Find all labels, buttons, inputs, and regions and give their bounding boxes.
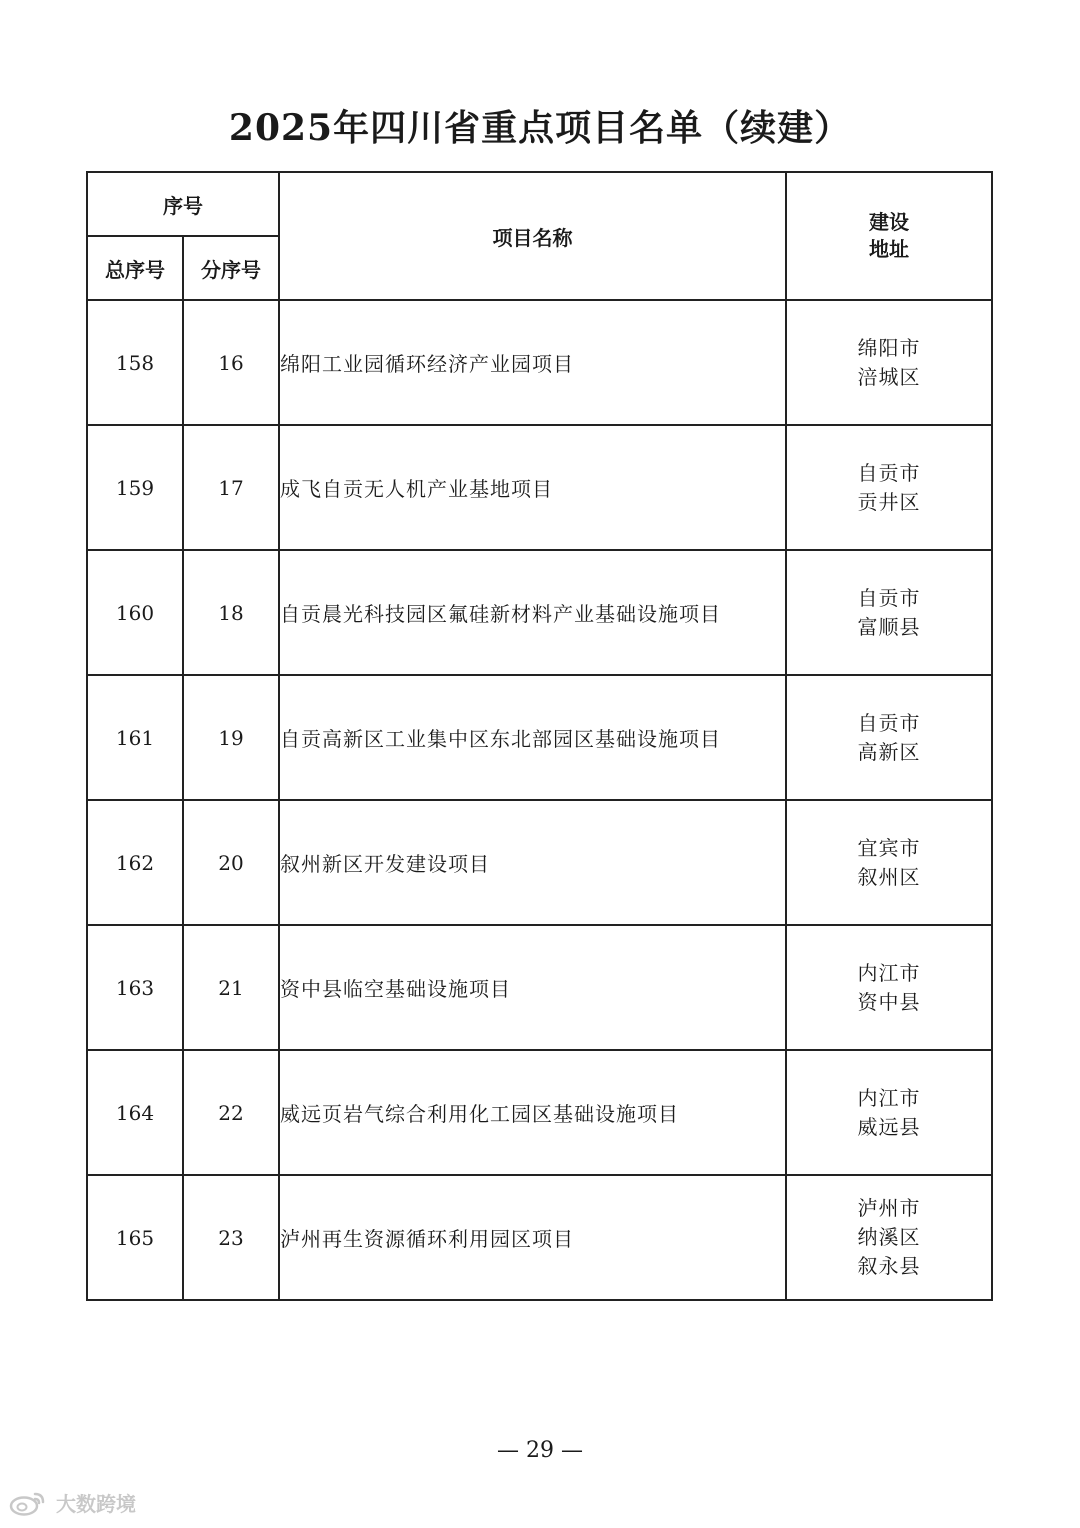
header-address-line2: 地址 <box>869 237 909 261</box>
header-address-line1: 建设 <box>869 210 909 234</box>
cell-project-name: 自贡晨光科技园区氟硅新材料产业基础设施项目 <box>279 550 786 675</box>
cell-project-name: 叙州新区开发建设项目 <box>279 800 786 925</box>
cell-address <box>786 925 992 1050</box>
cell-address <box>786 675 992 800</box>
cell-sub-no: 16 <box>183 300 279 425</box>
header-sub-no: 分序号 <box>183 236 279 300</box>
page-title: 2025年四川省重点项目名单（续建） <box>228 107 852 149</box>
address-line: 威远县 <box>857 1114 921 1139</box>
address-line: 泸州市 <box>857 1196 921 1220</box>
table-row <box>87 675 992 800</box>
table-row <box>87 800 992 925</box>
header-address <box>786 172 992 300</box>
address-line: 宜宾市 <box>857 835 921 860</box>
cell-address <box>786 800 992 925</box>
cell-address <box>786 550 992 675</box>
cell-total-no: 159 <box>87 425 183 550</box>
header-serial-group: 序号 <box>87 172 279 236</box>
table-header-row <box>87 172 992 236</box>
table-row <box>87 925 992 1050</box>
cell-total-no: 163 <box>87 925 183 1050</box>
header-project-name: 项目名称 <box>279 172 786 300</box>
address-line: 贡井区 <box>857 489 921 514</box>
page-number: — 29 — <box>497 1438 583 1463</box>
table-row <box>87 1050 992 1175</box>
cell-address <box>786 1175 992 1300</box>
address-line: 自贡市 <box>857 710 921 735</box>
cell-total-no: 158 <box>87 300 183 425</box>
table-row <box>87 425 992 550</box>
address-line: 叙永县 <box>857 1254 921 1278</box>
address-line: 叙州区 <box>857 864 921 889</box>
cell-project-name: 成飞自贡无人机产业基地项目 <box>279 425 786 550</box>
address-line: 自贡市 <box>857 585 921 610</box>
cell-total-no: 160 <box>87 550 183 675</box>
address-line: 内江市 <box>857 1085 921 1110</box>
address-line: 自贡市 <box>857 460 921 485</box>
cell-project-name: 自贡高新区工业集中区东北部园区基础设施项目 <box>279 675 786 800</box>
table-row <box>87 1175 992 1300</box>
cell-address <box>786 425 992 550</box>
cell-total-no: 161 <box>87 675 183 800</box>
table-row <box>87 550 992 675</box>
address-line: 涪城区 <box>857 364 921 389</box>
cell-project-name: 泸州再生资源循环利用园区项目 <box>279 1175 786 1300</box>
project-table <box>86 171 993 1301</box>
weibo-logo-icon <box>8 1490 50 1516</box>
cell-sub-no: 20 <box>183 800 279 925</box>
address-line: 资中县 <box>857 989 921 1014</box>
cell-total-no: 165 <box>87 1175 183 1300</box>
cell-sub-no: 22 <box>183 1050 279 1175</box>
address-line: 富顺县 <box>857 614 921 639</box>
cell-total-no: 162 <box>87 800 183 925</box>
cell-sub-no: 19 <box>183 675 279 800</box>
cell-project-name: 威远页岩气综合利用化工园区基础设施项目 <box>279 1050 786 1175</box>
cell-sub-no: 21 <box>183 925 279 1050</box>
watermark <box>8 1488 136 1517</box>
cell-address <box>786 300 992 425</box>
header-total-no: 总序号 <box>87 236 183 300</box>
address-line: 绵阳市 <box>857 335 921 360</box>
watermark-text: 大数跨境 <box>56 1492 136 1516</box>
table-row <box>87 300 992 425</box>
cell-sub-no: 18 <box>183 550 279 675</box>
address-line: 内江市 <box>857 960 921 985</box>
address-line: 高新区 <box>857 739 921 764</box>
cell-sub-no: 23 <box>183 1175 279 1300</box>
cell-total-no: 164 <box>87 1050 183 1175</box>
cell-sub-no: 17 <box>183 425 279 550</box>
address-line: 纳溪区 <box>857 1225 921 1249</box>
cell-address <box>786 1050 992 1175</box>
cell-project-name: 绵阳工业园循环经济产业园项目 <box>279 300 786 425</box>
table-body <box>87 300 992 1300</box>
cell-project-name: 资中县临空基础设施项目 <box>279 925 786 1050</box>
